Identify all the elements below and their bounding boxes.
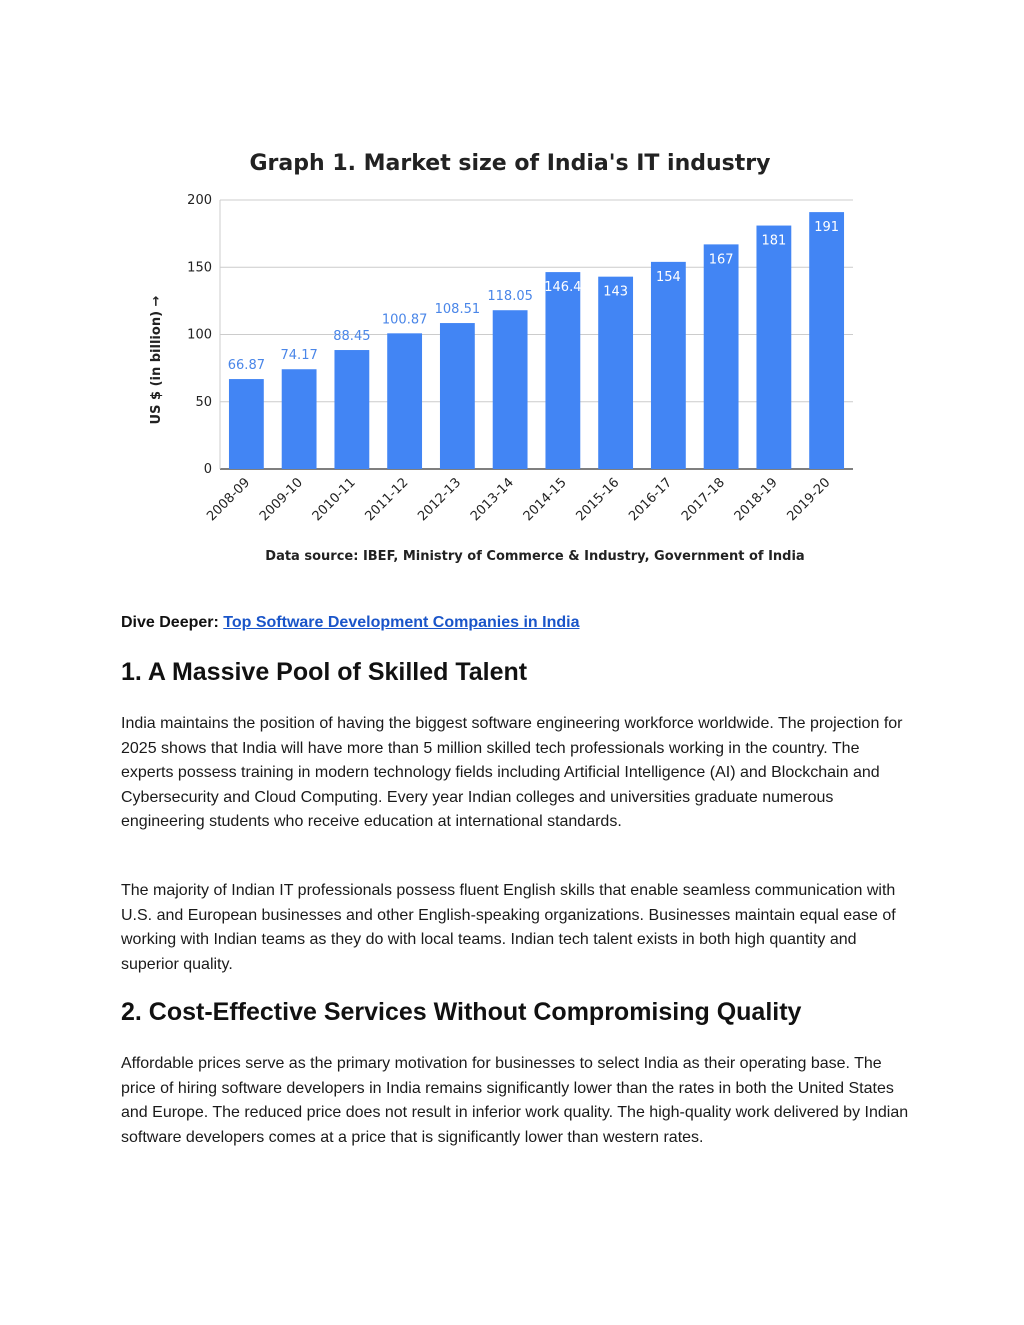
chart-source-note: Data source: IBEF, Ministry of Commerce & Industry, Government of India bbox=[265, 549, 805, 564]
chart-bars bbox=[229, 212, 844, 469]
x-tick-label: 2009-10 bbox=[256, 475, 306, 525]
data-label: 108.51 bbox=[434, 302, 481, 318]
dive-deeper-link[interactable]: Top Software Development Companies in India bbox=[223, 614, 580, 631]
bar bbox=[598, 277, 633, 469]
y-axis-label: US $ (in billion) → bbox=[149, 295, 164, 425]
y-tick-label: 0 bbox=[203, 462, 212, 477]
x-tick-label: 2014-15 bbox=[520, 475, 570, 525]
bar bbox=[387, 333, 422, 469]
section-2 bbox=[121, 998, 911, 1027]
x-tick-label: 2018-19 bbox=[731, 475, 781, 525]
x-tick-label: 2008-09 bbox=[204, 475, 254, 525]
chart-x-axis bbox=[204, 475, 833, 524]
section-1-heading: 1. A Massive Pool of Skilled Talent bbox=[121, 658, 528, 686]
chart-y-axis bbox=[187, 193, 212, 477]
dive-deeper-label: Dive Deeper: bbox=[121, 614, 219, 631]
y-tick-label: 200 bbox=[187, 193, 212, 208]
market-size-chart bbox=[140, 140, 880, 580]
bar bbox=[229, 379, 264, 469]
bar bbox=[756, 226, 791, 469]
chart-title: Graph 1. Market size of India's IT industry bbox=[249, 151, 771, 176]
x-tick-label: 2012-13 bbox=[415, 475, 465, 525]
x-tick-label: 2011-12 bbox=[362, 475, 412, 525]
data-label: 143 bbox=[603, 284, 629, 300]
bar bbox=[704, 244, 739, 469]
x-tick-label: 2019-20 bbox=[784, 475, 834, 525]
bar bbox=[809, 212, 844, 469]
y-tick-label: 100 bbox=[187, 327, 212, 343]
data-label: 167 bbox=[708, 252, 734, 268]
bar bbox=[282, 369, 317, 469]
y-tick-label: 150 bbox=[187, 260, 212, 276]
dive-deeper-line bbox=[121, 614, 911, 632]
section-1-paragraph-2-wrap bbox=[121, 879, 911, 977]
bar bbox=[334, 350, 369, 469]
section-1-paragraph-2: The majority of Indian IT professionals possess fluent English skills that enable seamless communication with U.S. and European businesses and other English-speaking organizations. Businesses maintain equal ease of working with Indian teams as they do with local teams. Indian tech talent exists in both high quantity and superior quality. bbox=[121, 882, 896, 973]
data-label: 66.87 bbox=[227, 358, 265, 374]
data-label: 88.45 bbox=[333, 329, 371, 345]
data-label: 146.4 bbox=[544, 280, 582, 296]
section-1-paragraph-1: India maintains the position of having the biggest software engineering workforce worldwide. The projection for 2025 shows that India will have more than 5 million skilled tech professionals working in the country. The experts possess training in modern technology fields including Artificial Intelligence (AI) and Blockchain and Cybersecurity and Cloud Computing. Every year Indian colleges and universities graduate numerous engineering students who receive education at international standards. bbox=[121, 715, 903, 830]
bar bbox=[545, 272, 580, 469]
data-label: 118.05 bbox=[487, 289, 533, 305]
chart-svg bbox=[140, 140, 880, 580]
section-2-heading: 2. Cost-Effective Services Without Compromising Quality bbox=[121, 998, 802, 1026]
bar bbox=[440, 323, 475, 469]
x-tick-label: 2016-17 bbox=[626, 475, 676, 525]
bar bbox=[651, 262, 686, 469]
section-2-paragraph-1: Affordable prices serve as the primary motivation for businesses to select India as their operating base. The price of hiring software developers in India remains significantly lower than the rates in both the United States and Europe. The reduced price does not result in inferior work quality. The high-quality work delivered by Indian software developers comes at a price that is significantly lower than western rates. bbox=[121, 1055, 909, 1146]
x-tick-label: 2015-16 bbox=[573, 475, 623, 525]
data-label: 100.87 bbox=[381, 312, 428, 328]
data-label: 74.17 bbox=[280, 348, 318, 364]
x-tick-label: 2017-18 bbox=[678, 475, 728, 525]
x-tick-label: 2013-14 bbox=[467, 475, 517, 525]
section-1 bbox=[121, 658, 911, 687]
data-label: 191 bbox=[814, 220, 840, 236]
section-1-paragraph-1-wrap bbox=[121, 712, 911, 835]
bar bbox=[493, 310, 528, 469]
section-2-paragraph-1-wrap bbox=[121, 1052, 911, 1150]
x-tick-label: 2010-11 bbox=[309, 475, 359, 525]
data-label: 181 bbox=[761, 233, 787, 249]
data-label: 154 bbox=[655, 269, 681, 285]
chart-data-labels bbox=[228, 220, 839, 373]
y-tick-label: 50 bbox=[195, 394, 212, 410]
